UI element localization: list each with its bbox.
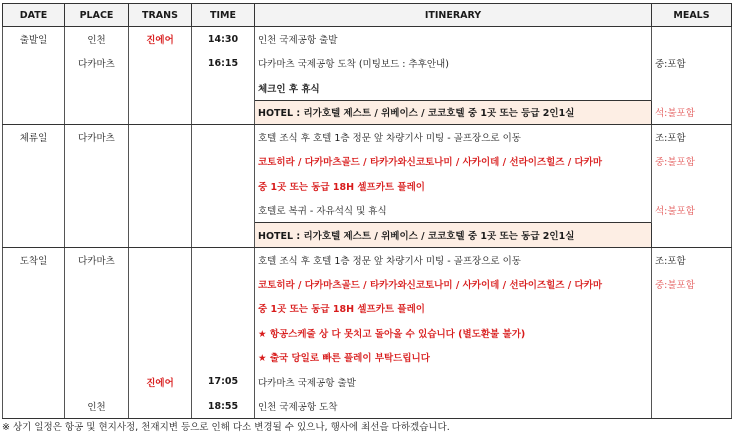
table-row [3,125,732,150]
hotel-cell: HOTEL : 리가호텔 제스트 / 위베이스 / 코코호텔 중 1곳 또는 등급 2인1실 [255,100,652,125]
date-cell [3,223,65,248]
header-row [3,4,732,27]
trans-cell [129,76,192,101]
time-cell: 17:05 [192,370,255,395]
meal-cell [652,394,732,419]
meal-cell: 중:불포함 [652,149,732,174]
place-cell [65,370,129,395]
header-meals: MEALS [652,4,732,27]
date-cell [3,370,65,395]
trans-cell [129,272,192,297]
place-cell [65,296,129,321]
itinerary-body [3,27,732,419]
meal-cell [652,223,732,248]
time-cell [192,247,255,272]
header-place: PLACE [65,4,129,27]
itinerary-cell: 인천 국제공항 출발 [255,27,652,52]
time-cell [192,174,255,199]
place-cell: 인천 [65,394,129,419]
place-cell: 다카마츠 [65,125,129,150]
meal-cell: 석:불포함 [652,100,732,125]
meal-cell [652,174,732,199]
table-row [3,51,732,76]
table-row [3,174,732,199]
trans-cell [129,394,192,419]
meal-cell [652,345,732,370]
table-row [3,370,732,395]
table-row [3,198,732,223]
meal-cell [652,370,732,395]
hotel-cell: HOTEL : 리가호텔 제스트 / 위베이스 / 코코호텔 중 1곳 또는 동급 2인1실 [255,223,652,248]
date-cell [3,345,65,370]
time-cell: 18:55 [192,394,255,419]
itinerary-cell: 중 1곳 또는 동급 18H 셀프카트 플레이 [255,296,652,321]
itinerary-cell: 호텔로 복귀 - 자유석식 및 휴식 [255,198,652,223]
place-cell: 다카마츠 [65,51,129,76]
time-cell [192,125,255,150]
place-cell [65,198,129,223]
itinerary-cell: ★ 출국 당일로 빠른 플레이 부탁드립니다 [255,345,652,370]
itinerary-cell: 다카마츠 국제공항 출발 [255,370,652,395]
place-cell: 다카마츠 [65,247,129,272]
itinerary-table [2,3,732,419]
itinerary-cell: 중 1곳 또는 동급 18H 셀프카트 플레이 [255,174,652,199]
trans-cell: 진에어 [129,370,192,395]
trans-cell [129,345,192,370]
place-cell [65,321,129,346]
meal-cell [652,296,732,321]
trans-cell [129,125,192,150]
trans-cell [129,198,192,223]
trans-cell [129,149,192,174]
time-cell [192,321,255,346]
date-cell: 체류일 [3,125,65,150]
meal-cell: 중:포함 [652,51,732,76]
table-row [3,149,732,174]
table-row [3,100,732,125]
date-cell: 출발일 [3,27,65,52]
time-cell: 16:15 [192,51,255,76]
time-cell [192,345,255,370]
table-row [3,223,732,248]
table-row [3,27,732,52]
time-cell [192,296,255,321]
header-time: TIME [192,4,255,27]
header-date: DATE [3,4,65,27]
date-cell [3,100,65,125]
trans-cell [129,174,192,199]
place-cell [65,272,129,297]
date-cell [3,321,65,346]
time-cell: 14:30 [192,27,255,52]
place-cell [65,76,129,101]
place-cell [65,100,129,125]
trans-cell [129,223,192,248]
time-cell [192,272,255,297]
trans-cell [129,51,192,76]
meal-cell: 조:포함 [652,125,732,150]
place-cell [65,345,129,370]
date-cell [3,198,65,223]
table-row [3,345,732,370]
header-itinerary: ITINERARY [255,4,652,27]
meal-cell [652,76,732,101]
place-cell [65,174,129,199]
date-cell [3,174,65,199]
time-cell [192,198,255,223]
place-cell [65,223,129,248]
time-cell [192,223,255,248]
itinerary-cell: 다카마츠 국제공항 도착 (미팅보드 : 추후안내) [255,51,652,76]
trans-cell: 진에어 [129,27,192,52]
date-cell [3,296,65,321]
meal-cell: 중:불포함 [652,272,732,297]
itinerary-cell: 인천 국제공항 도착 [255,394,652,419]
place-cell: 인천 [65,27,129,52]
trans-cell [129,296,192,321]
date-cell [3,149,65,174]
itinerary-cell: 호텔 조식 후 호텔 1층 정문 앞 차량기사 미팅 - 골프장으로 이동 [255,247,652,272]
place-cell [65,149,129,174]
table-row [3,76,732,101]
time-cell [192,149,255,174]
time-cell [192,100,255,125]
table-row [3,272,732,297]
date-cell [3,76,65,101]
table-row [3,321,732,346]
header-trans: TRANS [129,4,192,27]
trans-cell [129,247,192,272]
meal-cell [652,321,732,346]
trans-cell [129,100,192,125]
time-cell [192,76,255,101]
date-cell: 도착일 [3,247,65,272]
table-row [3,247,732,272]
meal-cell: 조:포함 [652,247,732,272]
trans-cell [129,321,192,346]
footer-note: ※ 상기 일정은 항공 및 현지사정, 천재지변 등으로 인해 다소 변경될 수 있으나, 행사에 최선을 다하겠습니다. [2,422,450,433]
meal-cell [652,27,732,52]
itinerary-cell: 체크인 후 휴식 [255,76,652,101]
date-cell [3,394,65,419]
itinerary-cell: 호텔 조식 후 호텔 1층 정문 앞 차량기사 미팅 - 골프장으로 이동 [255,125,652,150]
itinerary-cell: ★ 항공스케줄 상 다 못치고 돌아올 수 있습니다 (별도환불 불가) [255,321,652,346]
date-cell [3,272,65,297]
date-cell [3,51,65,76]
itinerary-cell: 코토히라 / 다카마츠골드 / 타카가와신코토나미 / 사카이데 / 선라이즈힐즈 / 다카마 [255,149,652,174]
table-row [3,296,732,321]
table-row [3,394,732,419]
meal-cell: 석:불포함 [652,198,732,223]
itinerary-cell: 코토히라 / 다카마츠골드 / 타카가와신코토나미 / 사카이데 / 선라이즈힐즈 / 다카마 [255,272,652,297]
